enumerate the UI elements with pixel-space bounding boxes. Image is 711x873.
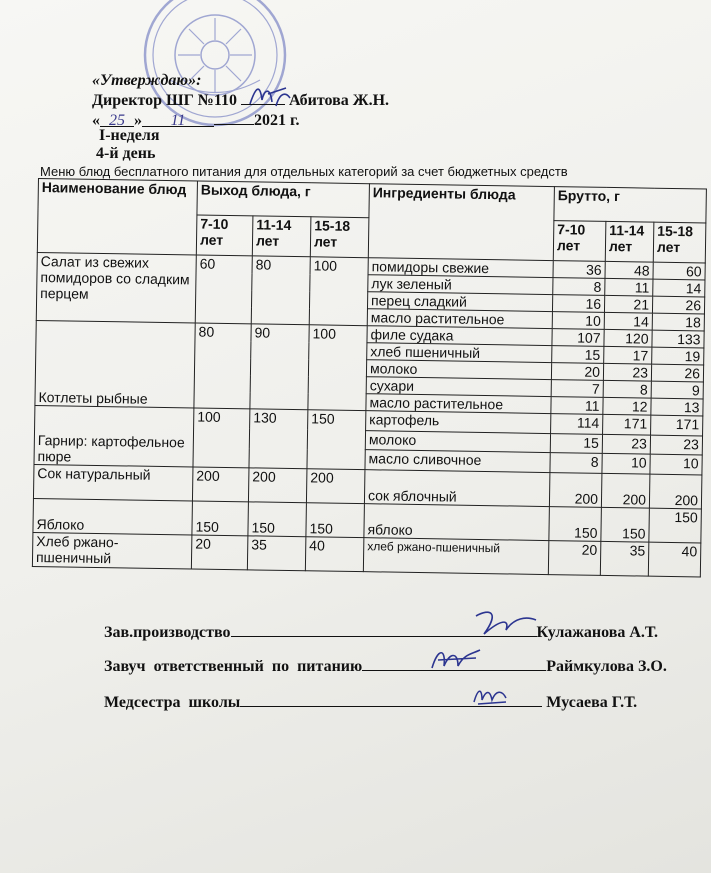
production-label: Зав.производство bbox=[104, 624, 231, 641]
brutto-value: 8 bbox=[553, 278, 605, 296]
ingredient-name: картофель bbox=[366, 411, 551, 434]
output-value: 150 bbox=[307, 410, 366, 470]
brutto-value: 12 bbox=[603, 397, 651, 415]
nurse-label: Медсестра школы bbox=[104, 694, 241, 711]
director-name: Абитова Ж.Н. bbox=[288, 92, 390, 109]
production-name: Кулажанова А.Т. bbox=[536, 624, 658, 641]
ingredient-name: хлеб ржано-пшеничный bbox=[363, 538, 549, 575]
menu-caption: Меню блюд бесплатного питания для отдельных категорий за счет бюджетных средств bbox=[40, 164, 568, 179]
ingredient-name: помидоры свежие bbox=[368, 258, 553, 278]
output-value: 100 bbox=[309, 257, 368, 326]
brutto-value: 8 bbox=[550, 453, 602, 474]
brutto-value: 171 bbox=[603, 414, 651, 434]
head-signature bbox=[428, 644, 484, 674]
approve-heading: «Утверждаю»: bbox=[92, 72, 202, 89]
brutto-value: 60 bbox=[653, 262, 705, 280]
week-label: I-неделя bbox=[99, 127, 160, 144]
ingredient-name: масло растительное bbox=[367, 309, 552, 329]
production-signature bbox=[470, 606, 540, 642]
brutto-value: 133 bbox=[652, 330, 704, 348]
approval-day: 25 bbox=[109, 112, 125, 129]
brutto-value: 11 bbox=[605, 278, 653, 296]
brutto-value: 15 bbox=[550, 433, 602, 453]
brutto-value: 11 bbox=[551, 397, 603, 415]
brutto-value: 35 bbox=[600, 541, 649, 576]
output-value: 150 bbox=[248, 502, 307, 537]
brutto-value: 23 bbox=[650, 435, 702, 455]
brutto-value: 48 bbox=[605, 261, 653, 279]
signature-production bbox=[104, 622, 658, 642]
ingredient-name: масло растительное bbox=[366, 394, 551, 414]
brutto-value: 114 bbox=[551, 414, 603, 434]
ingredient-name: сок яблочный bbox=[364, 470, 550, 507]
brutto-value: 13 bbox=[651, 398, 703, 416]
brutto-value: 16 bbox=[552, 295, 604, 313]
approval-year: 2021 г. bbox=[254, 112, 300, 129]
menu-period bbox=[96, 127, 160, 163]
brutto-value: 14 bbox=[653, 279, 705, 297]
brutto-value: 10 bbox=[552, 312, 604, 330]
dish-name: Салат из свежих помидоров со сладким перцем bbox=[36, 252, 196, 322]
brutto-value: 150 bbox=[549, 507, 602, 542]
brutto-value: 10 bbox=[650, 454, 702, 475]
brutto-value: 19 bbox=[652, 347, 704, 365]
output-value: 20 bbox=[191, 535, 248, 570]
director-signature bbox=[246, 80, 296, 112]
menu-table bbox=[32, 178, 707, 577]
output-value: 100 bbox=[193, 408, 250, 468]
brutto-value: 21 bbox=[604, 295, 652, 313]
dish-name: Яблоко bbox=[33, 498, 193, 534]
nurse-name: Мусаева Г.Т. bbox=[546, 694, 638, 711]
day-label: 4-й день bbox=[96, 145, 156, 162]
output-value: 80 bbox=[194, 323, 251, 409]
head-name: Раймкулова З.О. bbox=[546, 658, 667, 675]
ingredient-name: масло сливочное bbox=[365, 450, 550, 473]
brutto-value: 18 bbox=[652, 313, 704, 331]
approval-block bbox=[92, 72, 389, 130]
header-age-15-18: 15-18 лет bbox=[310, 217, 369, 258]
brutto-value: 23 bbox=[603, 363, 651, 381]
dish-name: Гарнир: картофельное пюре bbox=[34, 405, 194, 466]
brutto-value: 9 bbox=[651, 381, 703, 399]
header-dish: Наименование блюд bbox=[37, 179, 197, 255]
brutto-value: 23 bbox=[602, 434, 650, 454]
brutto-value: 107 bbox=[552, 329, 604, 347]
header-age-11-14: 11-14 лет bbox=[252, 216, 311, 257]
nurse-signature bbox=[470, 682, 510, 708]
output-value: 150 bbox=[192, 501, 249, 536]
brutto-value: 7 bbox=[551, 380, 603, 398]
ingredient-name: сухари bbox=[366, 377, 551, 397]
brutto-value: 20 bbox=[548, 541, 601, 576]
approval-date: « 25 » 11 2021 г. bbox=[92, 112, 300, 129]
ingredient-name: филе судака bbox=[367, 326, 552, 346]
ingredient-name: молоко bbox=[366, 360, 551, 380]
brutto-value: 200 bbox=[649, 474, 702, 509]
ingredient-name: перец сладкий bbox=[367, 292, 552, 312]
brutto-value: 20 bbox=[551, 363, 603, 381]
brutto-value: 120 bbox=[604, 329, 652, 347]
signature-nurse bbox=[104, 692, 637, 712]
brutto-value: 8 bbox=[603, 380, 651, 398]
output-value: 200 bbox=[192, 467, 249, 502]
output-value: 100 bbox=[308, 325, 367, 411]
brutto-value: 150 bbox=[649, 508, 702, 543]
brutto-value: 36 bbox=[553, 261, 605, 279]
dish-name: Хлеб ржано-пшеничный bbox=[32, 532, 192, 568]
header-brutto-15-18: 15-18 лет bbox=[653, 222, 706, 263]
director-line bbox=[92, 90, 389, 110]
ingredient-name: яблоко bbox=[364, 504, 550, 541]
output-value: 150 bbox=[306, 503, 365, 538]
output-value: 90 bbox=[250, 324, 309, 410]
brutto-value: 15 bbox=[552, 346, 604, 364]
brutto-value: 26 bbox=[652, 296, 704, 314]
header-output: Выход блюда, г bbox=[197, 181, 370, 218]
dish-name: Котлеты рыбные bbox=[35, 320, 195, 407]
dish-name: Сок натуральный bbox=[33, 464, 193, 500]
brutto-value: 40 bbox=[648, 542, 701, 577]
brutto-value: 26 bbox=[651, 364, 703, 382]
brutto-value: 10 bbox=[602, 454, 650, 474]
approval-month: 11 bbox=[170, 112, 186, 129]
director-title: Директор ШГ №110 bbox=[92, 92, 237, 109]
output-value: 80 bbox=[251, 256, 310, 325]
header-age-7-10: 7-10 лет bbox=[196, 215, 253, 256]
brutto-value: 200 bbox=[549, 473, 602, 508]
brutto-value: 14 bbox=[604, 312, 652, 330]
signature-head bbox=[104, 656, 667, 676]
header-brutto-11-14: 11-14 лет bbox=[605, 221, 654, 262]
output-value: 130 bbox=[249, 409, 308, 469]
output-value: 200 bbox=[306, 469, 365, 504]
ingredient-name: молоко bbox=[365, 430, 550, 453]
brutto-value: 150 bbox=[601, 507, 650, 542]
output-value: 60 bbox=[195, 255, 252, 324]
header-ingredients: Ингредиенты блюда bbox=[368, 184, 554, 261]
brutto-value: 171 bbox=[651, 415, 703, 435]
brutto-value: 17 bbox=[604, 346, 652, 364]
output-value: 35 bbox=[247, 536, 306, 571]
header-brutto-7-10: 7-10 лет bbox=[553, 221, 606, 262]
output-value: 200 bbox=[248, 468, 307, 503]
ingredient-name: лук зеленый bbox=[368, 275, 553, 295]
ingredient-name: хлеб пшеничный bbox=[367, 343, 552, 363]
head-label: Завуч ответственный по питанию bbox=[104, 658, 363, 675]
brutto-value: 200 bbox=[601, 473, 650, 508]
header-brutto: Брутто, г bbox=[554, 187, 707, 223]
output-value: 40 bbox=[305, 537, 364, 572]
